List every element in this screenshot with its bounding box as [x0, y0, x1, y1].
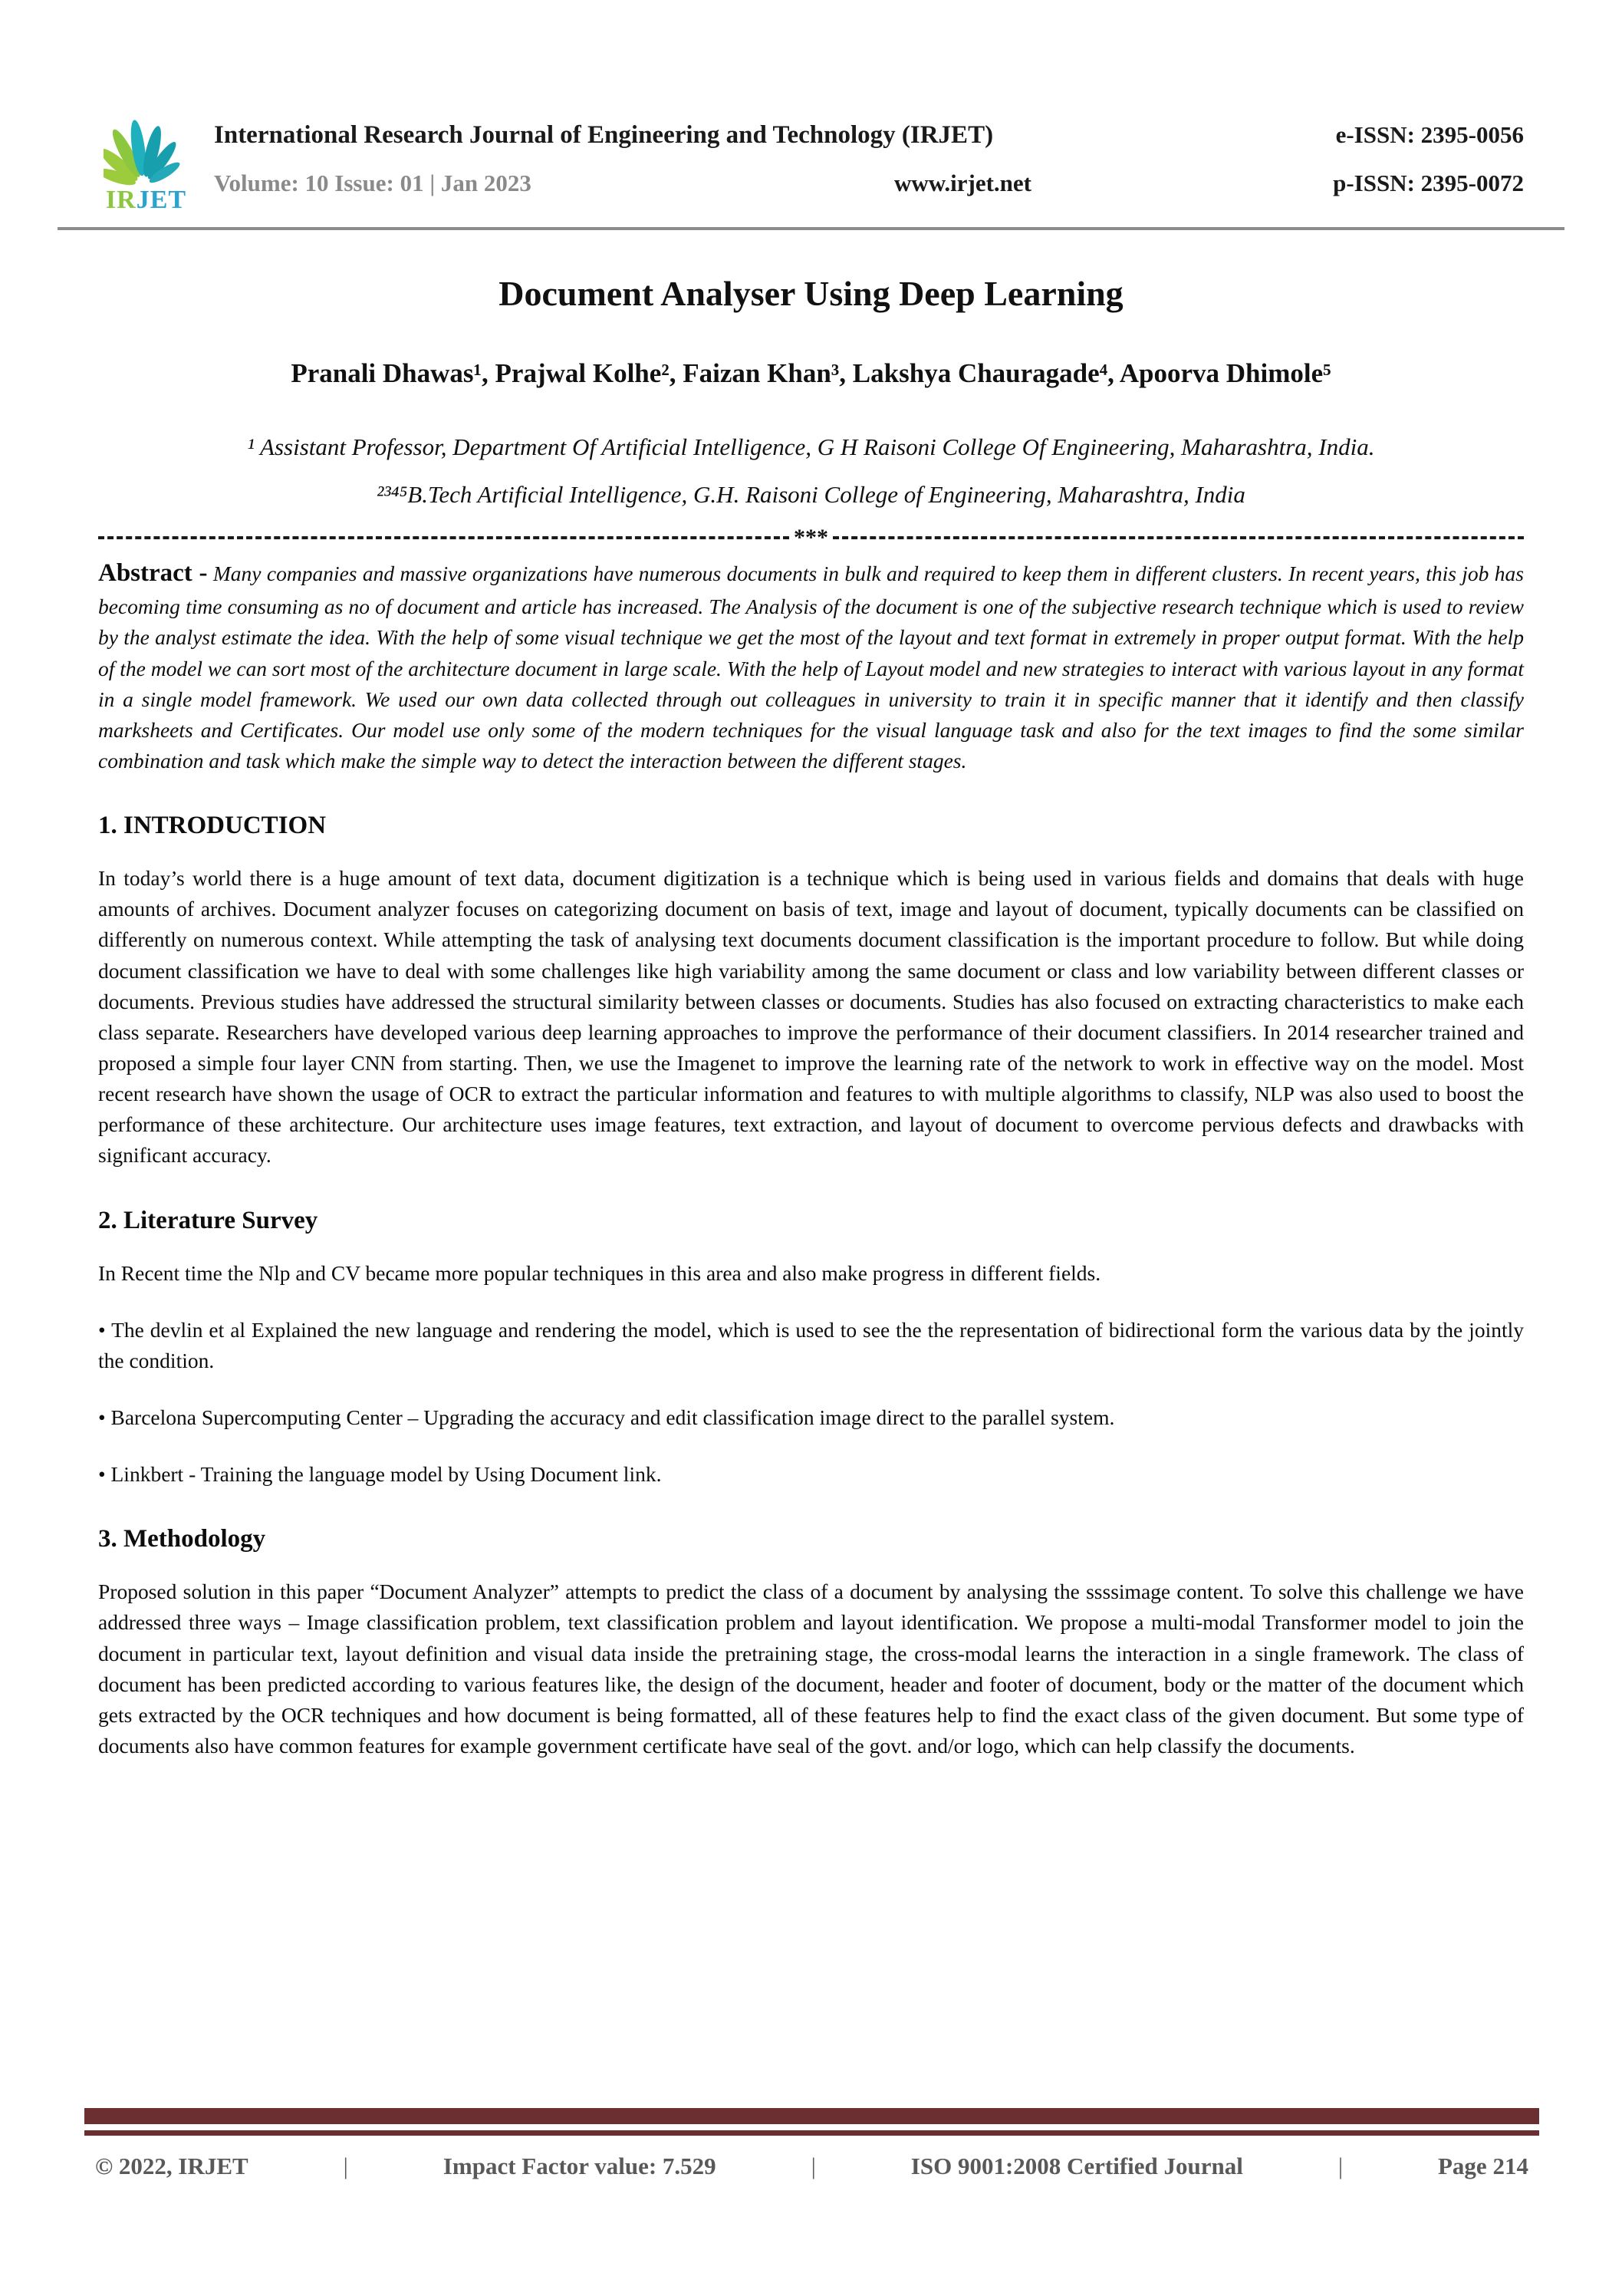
- footer-separator-1: |: [343, 2153, 348, 2179]
- separator-stars: ***: [794, 525, 828, 551]
- literature-bullet-devlin: • The devlin et al Explained the new language and rendering the model, which is used to see the the representation of bidirectional form the various data by the jointly the condition.: [98, 1317, 1524, 1372]
- star-separator: [98, 525, 1524, 551]
- introduction-paragraph: In today’s world there is a huge amount of text data, document digitization is a technique which is being used in various fields and domains that deals with huge amounts of archives. Document analyzer focuses on categorizing document on basis of text, image and layout of document, typically documents can be classified on differently on numerous context. While attempting the task of analysing text documents document classification is the important procedure to follow. But while doing document classification we have to deal with some challenges like high variability among the same document or class and low variability between different classes or documents. Previous studies have addressed the structural similarity between classes or documents. Studies has also focused on extracting characteristics to make each class separate. Researchers have developed various deep learning approaches to improve the performance of their document classifiers. In 2014 researcher trained and proposed a simple four layer CNN from starting. Then, we use the Imagenet to improve the learning rate of the network to work in effective way on the model. Most recent research have shown the usage of OCR to extract the particular information and features to with multiple algorithms to classify, NLP was also used to boost the performance of these architecture. Our architecture uses image features, text extraction, and layout of document to overcome pervious defects and drawbacks with significant accuracy.: [98, 866, 1524, 1168]
- journal-name: International Research Journal of Engineering and Technology (IRJET): [214, 121, 994, 149]
- journal-website: www.irjet.net: [893, 170, 1032, 196]
- e-issn: e-ISSN: 2395-0056: [1335, 121, 1524, 148]
- logo-jet: JET: [136, 186, 187, 214]
- footer-copyright: © 2022, IRJET: [95, 2153, 248, 2179]
- footer-text-row: [84, 2153, 1539, 2180]
- paper-title: Document Analyser Using Deep Learning: [498, 274, 1124, 313]
- footer-separator-3: |: [1337, 2153, 1344, 2179]
- footer-bar-thin: [84, 2130, 1539, 2136]
- irjet-logo: [98, 115, 194, 213]
- footer-separator-2: |: [811, 2153, 816, 2179]
- footer-bar-thick: [84, 2108, 1539, 2124]
- separator-dashes-right: [833, 536, 1524, 539]
- irjet-leaves-icon: [104, 115, 189, 186]
- section-heading-literature-survey: 2. Literature Survey: [98, 1206, 318, 1234]
- section-heading-methodology: 3. Methodology: [98, 1525, 266, 1553]
- abstract-paragraph: [98, 555, 1524, 776]
- footer-impact-factor: Impact Factor value: 7.529: [443, 2153, 716, 2179]
- affiliation-2: ²³⁴⁵B.Tech Artificial Intelligence, G.H. Raisoni College of Engineering, Maharashtra, India: [377, 481, 1245, 509]
- literature-bullet-barcelona: • Barcelona Supercomputing Center – Upgrading the accuracy and edit classification image direct to the parallel system.: [98, 1405, 1115, 1429]
- journal-header: [98, 0, 1524, 213]
- literature-intro-paragraph: In Recent time the Nlp and CV became more popular techniques in this area and also make progress in different fields.: [98, 1260, 1101, 1285]
- header-main: [194, 115, 1524, 197]
- literature-bullet-linkbert: • Linkbert - Training the language model by Using Document link.: [98, 1462, 662, 1487]
- authors-line: Pranali Dhawas¹, Prajwal Kolhe², Faizan Khan³, Lakshya Chauragade⁴, Apoorva Dhimole⁵: [291, 358, 1331, 388]
- page-footer: [84, 2108, 1539, 2180]
- footer-page-number: Page 214: [1438, 2153, 1528, 2179]
- irjet-logo-text: [98, 187, 194, 213]
- footer-iso-certification: ISO 9001:2008 Certified Journal: [910, 2153, 1243, 2179]
- abstract-label: Abstract -: [98, 559, 208, 588]
- methodology-paragraph: Proposed solution in this paper “Document Analyzer” attempts to predict the class of a document by analysing the ssssimage content. To solve this challenge we have addressed three ways – Image classification problem, text classification problem and layout identification. We propose a multi-modal Transformer model to join the document in particular text, layout definition and visual data inside the pretraining stage, the cross-modal learns the interaction in a single framework. The class of document has been predicted according to various features like, the design of the document, header and footer of document, body or the matter of the document which gets extracted by the OCR techniques and how document is being formatted, all of these features help to find the exact class of the given document. But some type of documents also have common features for example government certificate have seal of the govt. and/or logo, which can help classify the documents.: [98, 1580, 1524, 1757]
- separator-dashes-left: [98, 536, 789, 539]
- section-heading-introduction: 1. INTRODUCTION: [98, 812, 327, 840]
- logo-ir: IR: [105, 186, 137, 214]
- volume-issue: Volume: 10 Issue: 01 | Jan 2023: [214, 170, 531, 196]
- affiliation-1: ¹ Assistant Professor, Department Of Artificial Intelligence, G H Raisoni College Of Engineering, Maharashtra, India.: [247, 433, 1375, 460]
- abstract-text: Many companies and massive organizations have numerous documents in bulk and required to keep them in different clusters. In recent years, this job has becoming time consuming as no of document and article has increased. The Analysis of the document is one of the subjective research technique which is used to review by the analyst estimate the idea. With the help of some visual technique we get the most of the layout and text format in extremely in proper output format. With the help of the model we can sort most of the architecture document in large scale. With the help of Layout model and new strategies to interact with various layout in any format in a single model framework. We used our own data collected through out colleagues in university to train it in specific manner that it identify and then classify marksheets and Certificates. Our model use only some of the modern techniques for the visual language task and also for the text images to find the some similar combination and task which make the simple way to detect the interaction between the different stages.: [98, 562, 1524, 772]
- header-divider: [58, 227, 1564, 230]
- p-issn: p-ISSN: 2395-0072: [1333, 170, 1524, 196]
